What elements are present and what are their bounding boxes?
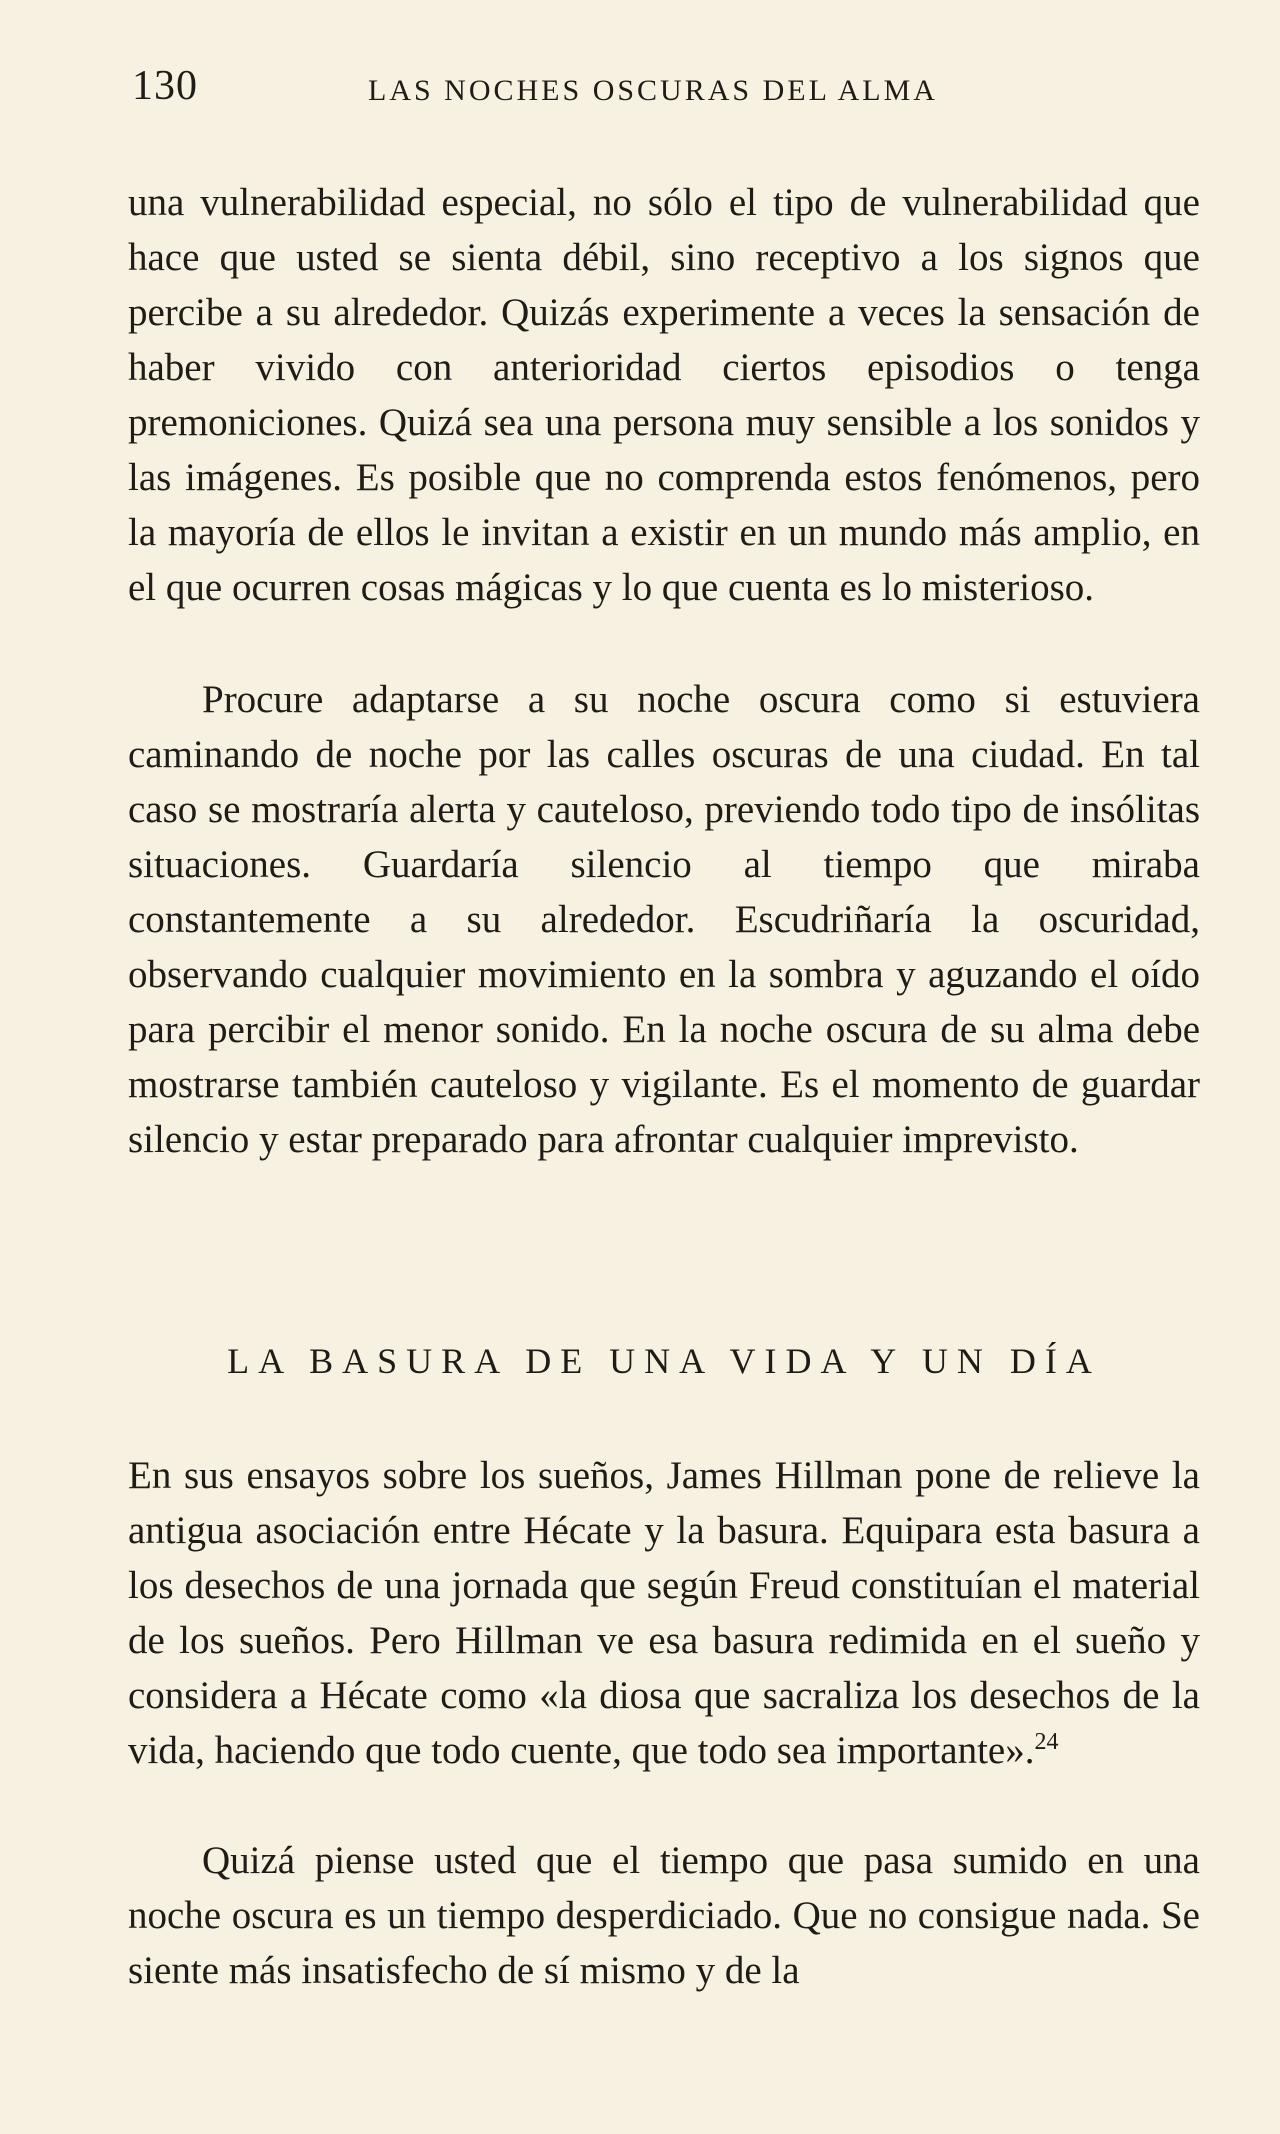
paragraph-hillman [128, 1448, 1200, 1778]
paragraph-hillman-text: En sus ensayos sobre los sueños, James Hillman pone de relieve la antigua asociación entre Hécate y la basura. Equipara esta basura a los desechos de una jornada que según Freud constituían el material de los sueños. Pero Hillman ve esa basura redimida en el sueño y considera a Hécate como «la diosa que sacraliza los desechos de la vida, haciendo que todo cuente, que todo sea importante». [128, 1454, 1200, 1772]
running-title: LAS NOCHES OSCURAS DEL ALMA [368, 74, 938, 107]
paragraph-continuation: una vulnerabilidad especial, no sólo el tipo de vulnerabilidad que hace que usted se sienta débil, sino receptivo a los signos que percibe a su alrededor. Quizás experimente a veces la sensación de haber vivido con anterioridad ciertos episodios o tenga premoniciones. Quizá sea una persona muy sensible a los sonidos y las imágenes. Es posible que no comprenda estos fenómenos, pero la mayoría de ellos le invitan a existir en un mundo más amplio, en el que ocurren cosas mágicas y lo que cuenta es lo misterioso. [128, 181, 1200, 609]
running-head [132, 62, 1192, 122]
footnote-reference[interactable]: 24 [1034, 1729, 1059, 1755]
section-heading: LA BASURA DE UNA VIDA Y UN DÍA [227, 1341, 1101, 1381]
paragraph-night-walk: Procure adaptarse a su noche oscura como si estuviera caminando de noche por las calles oscuras de una ciudad. En tal caso se mostraría alerta y cauteloso, previendo todo tipo de insólitas situaciones. Guardaría silencio al tiempo que miraba constantemente a su alrededor. Escudriñaría la oscuridad, observando cualquier movimiento en la sombra y aguzando el oído para percibir el menor sonido. En la noche oscura de su alma debe mostrarse también cauteloso y vigilante. Es el momento de guardar silencio y estar preparado para afrontar cualquier imprevisto. [128, 678, 1200, 1161]
page-number: 130 [132, 63, 198, 109]
paragraph-wasted-time: Quizá piense usted que el tiempo que pasa sumido en una noche oscura es un tiempo desperdiciado. Que no consigue nada. Se siente más insatisfecho de sí mismo y de la [128, 1839, 1200, 1992]
